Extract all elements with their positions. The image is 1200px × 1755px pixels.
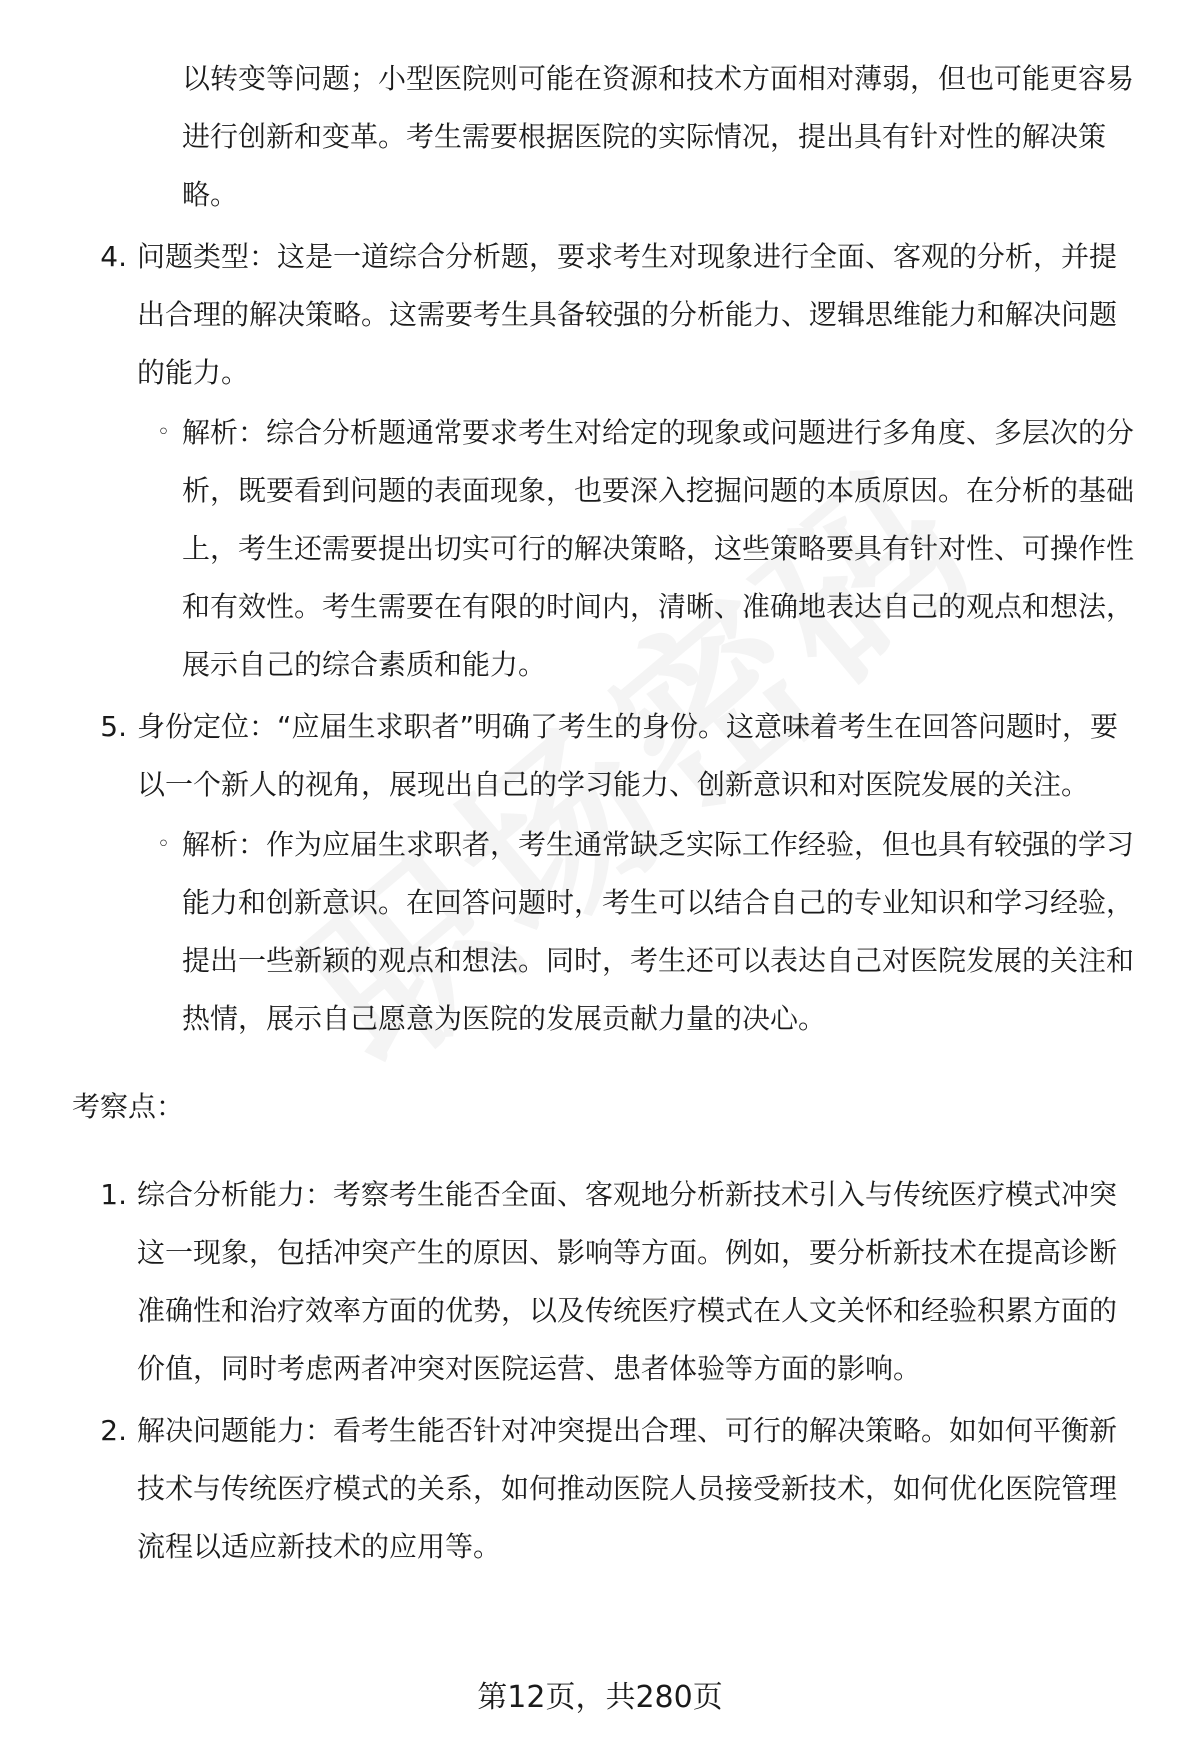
list-number: 1. — [100, 1178, 127, 1211]
list-text: 问题类型：这是一道综合分析题，要求考生对现象进行全面、客观的分析，并提出合理的解决策略。这需要考生具备较强的分析能力、逻辑思维能力和解决问题的能力。 — [137, 240, 1118, 389]
circle-bullet-icon: ◦ — [157, 832, 170, 857]
list-text: 综合分析能力：考察考生能否全面、客观地分析新技术引入与传统医疗模式冲突这一现象，包括冲突产生的原因、影响等方面。例如，要分析新技术在提高诊断准确性和治疗效率方面的优势，以及传统医疗模式在人文关怀和经验积累方面的价值，同时考虑两者冲突对医院运营、患者体验等方面的影响。 — [137, 1178, 1118, 1385]
sub-list-item — [157, 816, 1142, 1048]
list-text: 身份定位：“应届生求职者”明确了考生的身份。这意味着考生在回答问题时，要以一个新人的视角，展现出自己的学习能力、创新意识和对医院发展的关注。 — [137, 710, 1119, 801]
list-number: 4. — [100, 240, 127, 273]
list-text: 解决问题能力：看考生能否针对冲突提出合理、可行的解决策略。如如何平衡新技术与传统医疗模式的关系，如何推动医院人员接受新技术，如何优化医院管理流程以适应新技术的应用等。 — [137, 1414, 1118, 1563]
sub-list-text: 解析：综合分析题通常要求考生对给定的现象或问题进行多角度、多层次的分析，既要看到问题的表面现象，也要深入挖掘问题的本质原因。在分析的基础上，考生还需要提出切实可行的解决策略，这些策略要具有针对性、可操作性和有效性。考生需要在有限的时间内，清晰、准确地表达自己的观点和想法，展示自己的综合素质和能力。 — [182, 416, 1135, 681]
list-number: 2. — [100, 1414, 127, 1447]
section-heading: 考察点： — [72, 1090, 185, 1123]
continued-paragraph: 以转变等问题；小型医院则可能在资源和技术方面相对薄弱，但也可能更容易进行创新和变革。考生需要根据医院的实际情况，提出具有针对性的解决策略。 — [182, 62, 1135, 211]
sub-list-item — [157, 404, 1142, 694]
circle-bullet-icon: ◦ — [157, 420, 170, 445]
list-number: 5. — [100, 710, 127, 743]
document-body — [72, 50, 1142, 1576]
list-item-2 — [72, 1402, 1142, 1576]
list-item-4 — [72, 228, 1142, 402]
list-item-5 — [72, 698, 1142, 814]
sub-list-text: 解析：作为应届生求职者，考生通常缺乏实际工作经验，但也具有较强的学习能力和创新意识。在回答问题时，考生可以结合自己的专业知识和学习经验，提出一些新颖的观点和想法。同时，考生还可以表达自己对医院发展的关注和热情，展示自己愿意为医院的发展贡献力量的决心。 — [182, 828, 1135, 1035]
page-number-footer: 第12页，共280页 — [477, 1680, 723, 1715]
list-item-1 — [72, 1166, 1142, 1398]
